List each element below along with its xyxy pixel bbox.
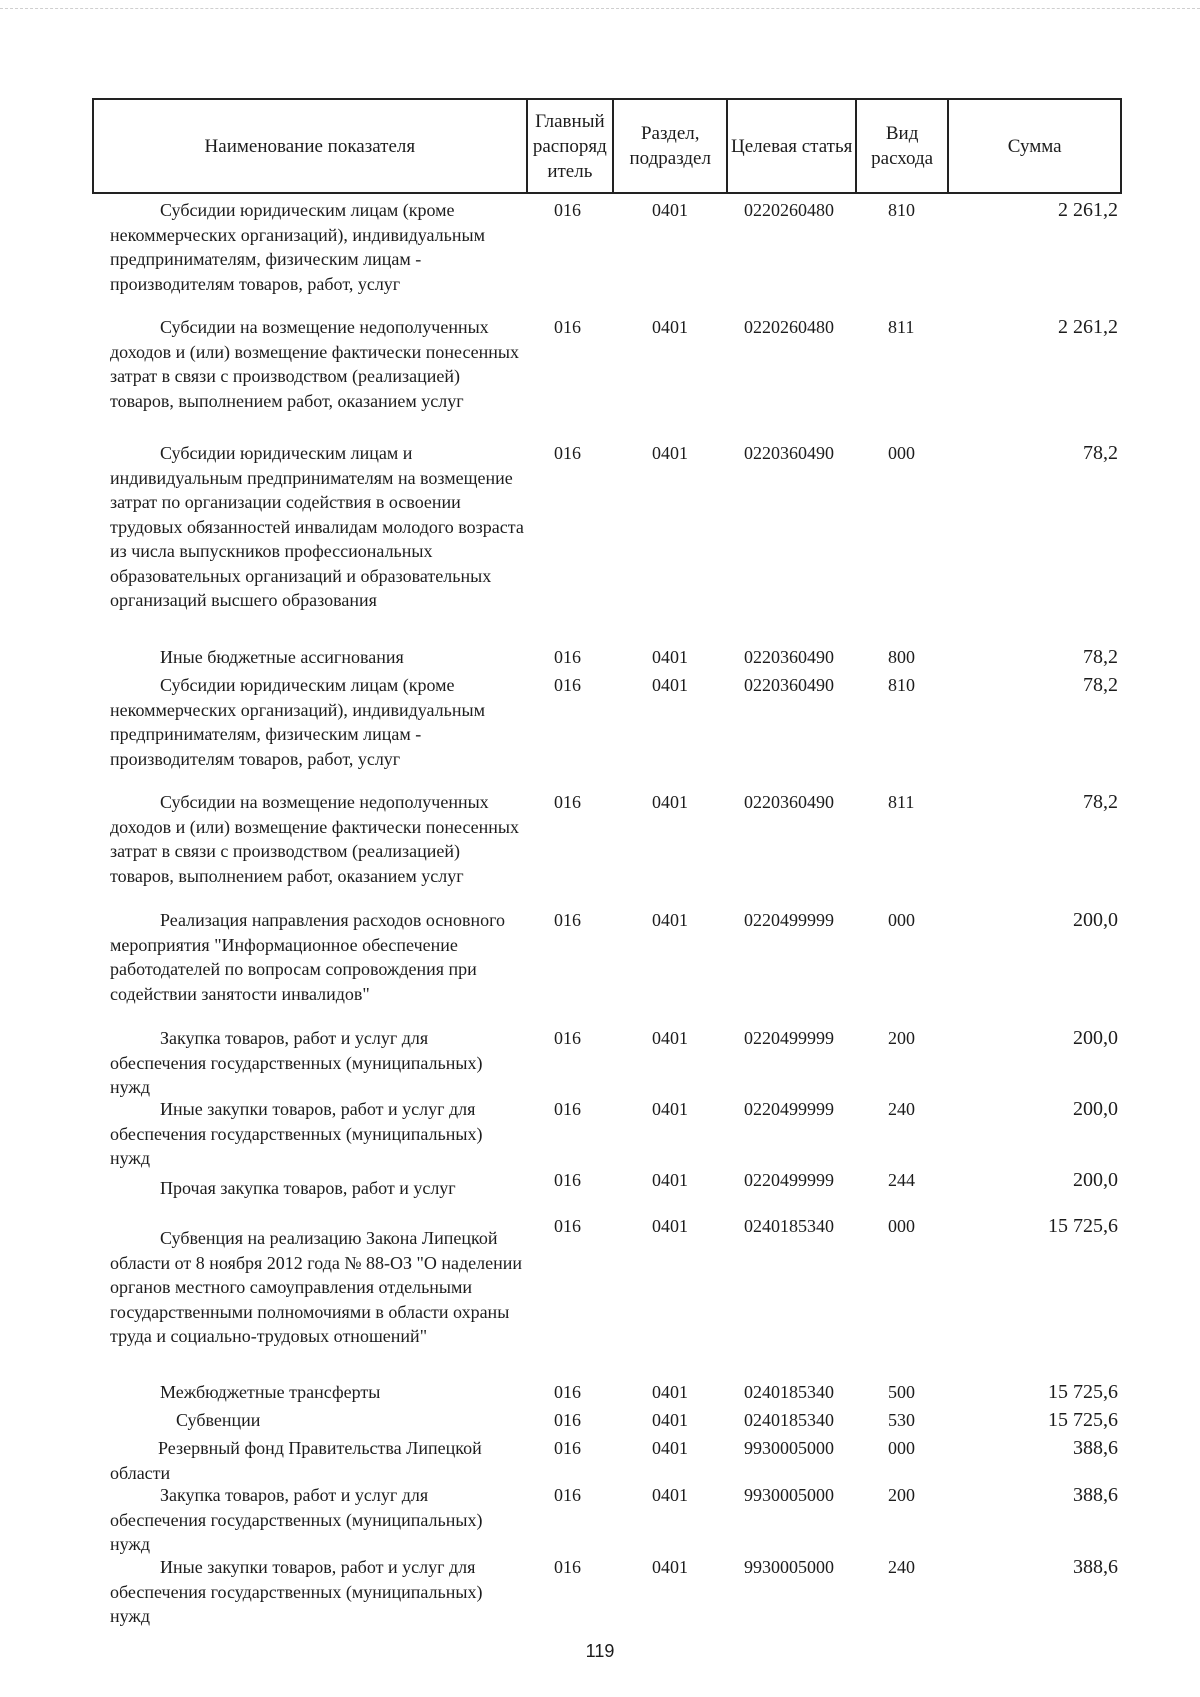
row-section: 0401 (652, 200, 688, 220)
row-admin: 016 (554, 792, 581, 812)
row-sum: 15 725,6 (1048, 1381, 1118, 1403)
row-target: 0220260480 (744, 317, 834, 337)
row-sum: 15 725,6 (1048, 1215, 1118, 1237)
row-target: 9930005000 (744, 1557, 834, 1577)
row-admin: 016 (554, 1216, 581, 1236)
row-type: 000 (888, 1216, 915, 1236)
row-sum: 78,2 (1083, 791, 1118, 813)
row-admin: 016 (554, 1382, 581, 1402)
row-target: 0220360490 (744, 647, 834, 667)
row-section: 0401 (652, 1099, 688, 1119)
row-section: 0401 (652, 1028, 688, 1048)
row-target: 0220360490 (744, 675, 834, 695)
row-section: 0401 (652, 647, 688, 667)
row-target: 0220360490 (744, 792, 834, 812)
row-name: Субвенции (176, 1410, 261, 1430)
row-section: 0401 (652, 910, 688, 930)
header-sum: Сумма (948, 99, 1121, 193)
row-sum: 78,2 (1083, 442, 1118, 464)
row-admin: 016 (554, 1170, 581, 1190)
row-admin: 016 (554, 1438, 581, 1458)
row-section: 0401 (652, 1216, 688, 1236)
row-admin: 016 (554, 1028, 581, 1048)
row-target: 0220260480 (744, 200, 834, 220)
row-section: 0401 (652, 1170, 688, 1190)
header-admin: Главный распоряд итель (527, 99, 613, 193)
row-section: 0401 (652, 1557, 688, 1577)
row-type: 530 (888, 1410, 915, 1430)
row-admin: 016 (554, 200, 581, 220)
header-type: Вид расхода (856, 99, 948, 193)
row-type: 240 (888, 1557, 915, 1577)
row-admin: 016 (554, 675, 581, 695)
row-name: Субсидии юридическим лицам (кроме некоммерческих организаций), индивидуальным предпринимателям, физическим лицам - производителям товаров, работ, услуг (110, 200, 485, 294)
row-admin: 016 (554, 1099, 581, 1119)
row-target: 9930005000 (744, 1485, 834, 1505)
row-target: 0240185340 (744, 1216, 834, 1236)
row-target: 0240185340 (744, 1382, 834, 1402)
row-name: Субсидии на возмещение недополученных доходов и (или) возмещение фактически понесенных затрат в связи с производством (реализацией) товаров, выполнением работ, оказанием услуг (110, 317, 520, 411)
row-type: 240 (888, 1099, 915, 1119)
row-name: Иные закупки товаров, работ и услуг для обеспечения государственных (муниципальных) нужд (110, 1557, 483, 1626)
row-admin: 016 (554, 647, 581, 667)
row-section: 0401 (652, 675, 688, 695)
row-section: 0401 (652, 1438, 688, 1458)
row-sum: 78,2 (1083, 646, 1118, 668)
row-name: Закупка товаров, работ и услуг для обеспечения государственных (муниципальных) нужд (110, 1028, 483, 1097)
row-admin: 016 (554, 317, 581, 337)
row-type: 810 (888, 200, 915, 220)
header-name: Наименование показателя (93, 99, 527, 193)
row-admin: 016 (554, 910, 581, 930)
row-type: 000 (888, 1438, 915, 1458)
row-type: 810 (888, 675, 915, 695)
header-target: Целевая статья (727, 99, 856, 193)
row-sum: 2 261,2 (1058, 316, 1118, 338)
row-target: 0240185340 (744, 1410, 834, 1430)
row-type: 800 (888, 647, 915, 667)
row-type: 500 (888, 1382, 915, 1402)
row-sum: 15 725,6 (1048, 1409, 1118, 1431)
row-type: 000 (888, 443, 915, 463)
row-sum: 2 261,2 (1058, 199, 1118, 221)
row-type: 200 (888, 1485, 915, 1505)
row-section: 0401 (652, 443, 688, 463)
row-target: 0220499999 (744, 910, 834, 930)
row-sum: 200,0 (1073, 1098, 1118, 1120)
row-type: 244 (888, 1170, 915, 1190)
row-name: Прочая закупка товаров, работ и услуг (160, 1178, 456, 1198)
row-type: 000 (888, 910, 915, 930)
row-type: 200 (888, 1028, 915, 1048)
page-number: 119 (585, 1641, 615, 1661)
row-name: Субвенция на реализацию Закона Липецкой области от 8 ноября 2012 года № 88-ОЗ "О наделении органов местного самоуправления отдельными государственными полномочиями в области охраны труда и социально-трудовых отношений" (110, 1228, 523, 1346)
header-section: Раздел, подраздел (613, 99, 727, 193)
row-name: Закупка товаров, работ и услуг для обеспечения государственных (муниципальных) нужд (110, 1485, 483, 1554)
row-admin: 016 (554, 1410, 581, 1430)
row-sum: 200,0 (1073, 1027, 1118, 1049)
row-section: 0401 (652, 1382, 688, 1402)
row-admin: 016 (554, 1485, 581, 1505)
row-name: Иные бюджетные ассигнования (160, 647, 404, 667)
row-name: Иные закупки товаров, работ и услуг для обеспечения государственных (муниципальных) нужд (110, 1099, 483, 1168)
row-admin: 016 (554, 443, 581, 463)
row-type: 811 (888, 792, 915, 812)
row-target: 0220499999 (744, 1028, 834, 1048)
row-name: Субсидии на возмещение недополученных доходов и (или) возмещение фактически понесенных затрат в связи с производством (реализацией) товаров, выполнением работ, оказанием услуг (110, 792, 520, 886)
row-name: Резервный фонд Правительства Липецкой области (110, 1438, 482, 1483)
row-sum: 200,0 (1073, 1169, 1118, 1191)
row-section: 0401 (652, 1410, 688, 1430)
row-sum: 388,6 (1073, 1556, 1118, 1578)
row-section: 0401 (652, 792, 688, 812)
row-section: 0401 (652, 1485, 688, 1505)
row-sum: 388,6 (1073, 1484, 1118, 1506)
row-sum: 388,6 (1073, 1437, 1118, 1459)
row-sum: 78,2 (1083, 674, 1118, 696)
row-name: Реализация направления расходов основного мероприятия "Информационное обеспечение работодателей по вопросам сопровождения при содействии занятости инвалидов" (110, 910, 506, 1004)
row-target: 0220499999 (744, 1099, 834, 1119)
row-type: 811 (888, 317, 915, 337)
row-target: 0220499999 (744, 1170, 834, 1190)
row-name: Межбюджетные трансферты (160, 1382, 381, 1402)
row-section: 0401 (652, 317, 688, 337)
row-name: Субсидии юридическим лицам (кроме некоммерческих организаций), индивидуальным предпринимателям, физическим лицам - производителям товаров, работ, услуг (110, 675, 485, 769)
row-sum: 200,0 (1073, 909, 1118, 931)
row-admin: 016 (554, 1557, 581, 1577)
row-name: Субсидии юридическим лицам и индивидуальным предпринимателям на возмещение затрат по организации содействия в освоении трудовых обязанностей инвалидам молодого возраста из числа выпускников профессиональных образовательных организаций и образовательных организаций высшего образования (110, 443, 524, 610)
row-target: 9930005000 (744, 1438, 834, 1458)
row-target: 0220360490 (744, 443, 834, 463)
